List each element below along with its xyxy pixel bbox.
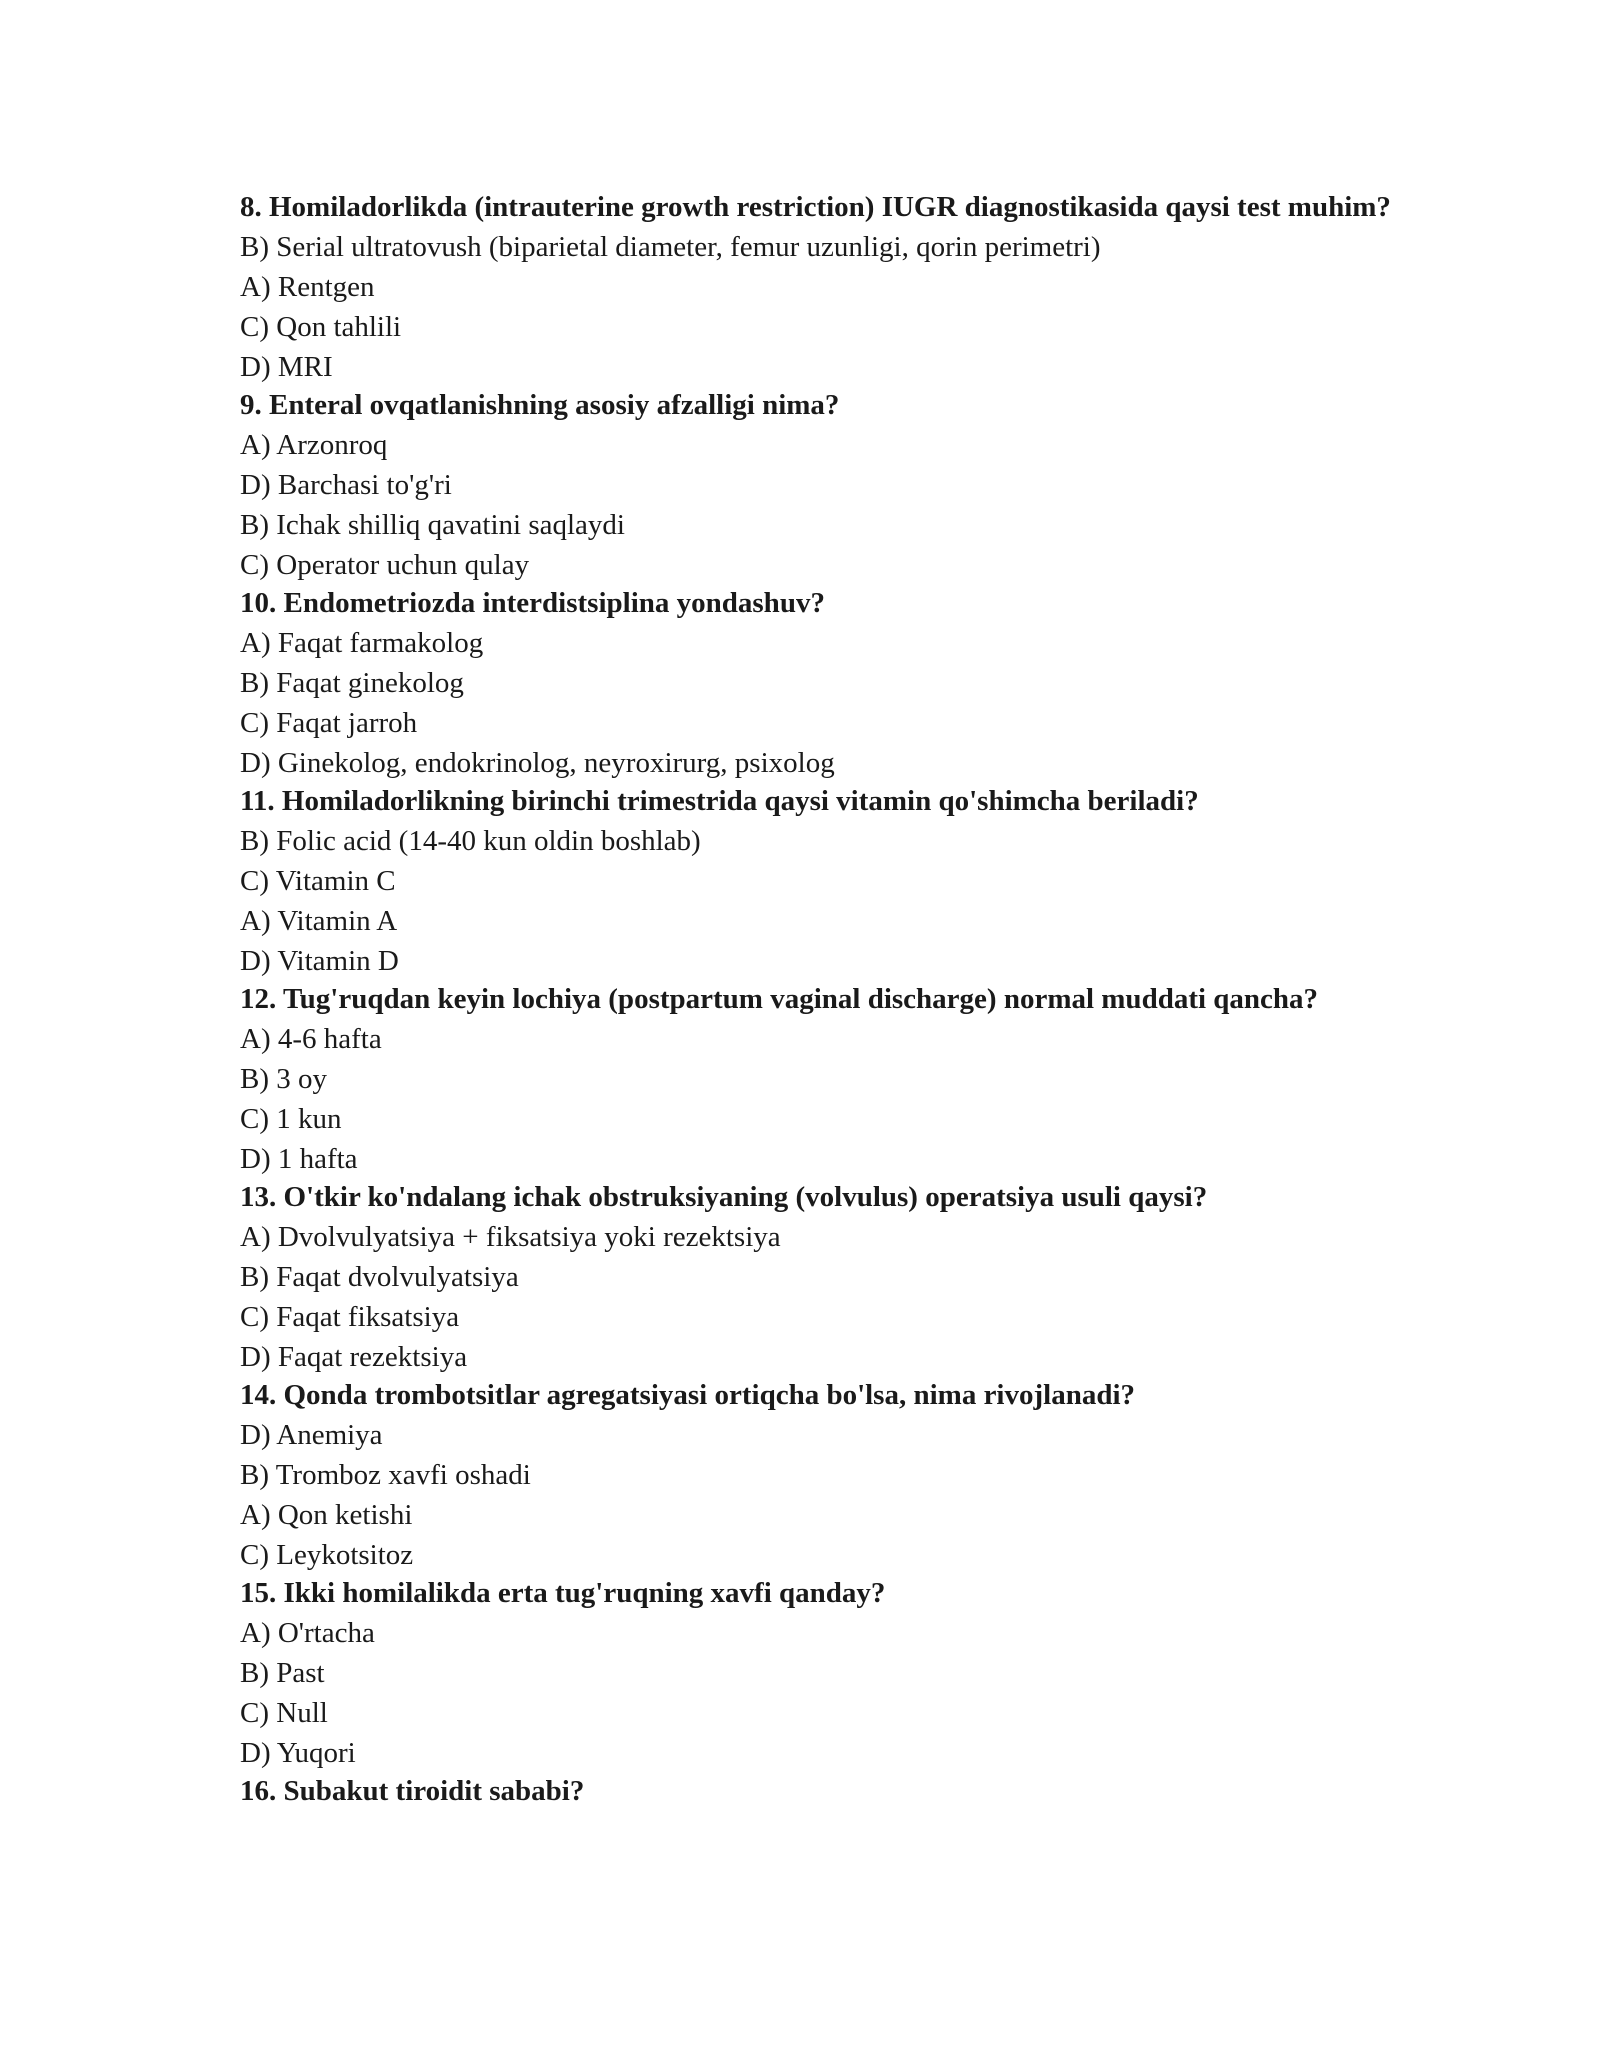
question-9-option: C) Operator uchun qulay <box>240 549 530 581</box>
question-12-option: B) 3 oy <box>240 1063 327 1095</box>
question-block-12 <box>240 981 1440 1179</box>
question-8-option: C) Qon tahlili <box>240 311 402 343</box>
question-13-option: A) Dvolvulyatsiya + fiksatsiya yoki rezektsiya <box>240 1221 781 1253</box>
question-block-10 <box>240 585 1440 783</box>
question-11-option: C) Vitamin C <box>240 865 396 897</box>
question-13-option: C) Faqat fiksatsiya <box>240 1301 460 1333</box>
question-15-option: C) Null <box>240 1697 328 1729</box>
question-12-option: D) 1 hafta <box>240 1143 358 1175</box>
question-8-option: D) MRI <box>240 351 333 383</box>
question-11-text: 11. Homiladorlikning birinchi trimestrida qaysi vitamin qo'shimcha beriladi? <box>240 785 1199 817</box>
question-14-option: A) Qon ketishi <box>240 1499 413 1531</box>
question-11-option: A) Vitamin A <box>240 905 398 937</box>
question-12-option: A) 4-6 hafta <box>240 1023 382 1055</box>
question-block-11 <box>240 783 1440 981</box>
question-12-option: C) 1 kun <box>240 1103 342 1135</box>
question-10-option: A) Faqat farmakolog <box>240 627 484 659</box>
question-15-option: D) Yuqori <box>240 1737 356 1769</box>
question-12-text: 12. Tug'ruqdan keyin lochiya (postpartum vaginal discharge) normal muddati qancha? <box>240 983 1319 1015</box>
question-block-14 <box>240 1377 1440 1575</box>
question-9-option: A) Arzonroq <box>240 429 388 461</box>
question-block-8 <box>240 189 1440 387</box>
question-9-option: B) Ichak shilliq qavatini saqlaydi <box>240 509 625 541</box>
question-14-option: D) Anemiya <box>240 1419 383 1451</box>
quiz-document <box>240 189 1440 1811</box>
question-block-13 <box>240 1179 1440 1377</box>
question-8-text: 8. Homiladorlikda (intrauterine growth restriction) IUGR diagnostikasida qaysi test muhim? <box>240 191 1391 223</box>
question-11-option: D) Vitamin D <box>240 945 399 977</box>
question-block-15 <box>240 1575 1440 1773</box>
question-9-option: D) Barchasi to'g'ri <box>240 469 452 501</box>
question-9-text: 9. Enteral ovqatlanishning asosiy afzalligi nima? <box>240 389 840 421</box>
question-10-option: B) Faqat ginekolog <box>240 667 464 699</box>
question-15-option: A) O'rtacha <box>240 1617 375 1649</box>
question-13-text: 13. O'tkir ko'ndalang ichak obstruksiyaning (volvulus) operatsiya usuli qaysi? <box>240 1181 1208 1213</box>
question-10-option: C) Faqat jarroh <box>240 707 418 739</box>
question-16-text: 16. Subakut tiroidit sababi? <box>240 1775 585 1807</box>
question-block-9 <box>240 387 1440 585</box>
question-8-option: A) Rentgen <box>240 271 375 303</box>
question-15-text: 15. Ikki homilalikda erta tug'ruqning xavfi qanday? <box>240 1577 886 1609</box>
question-11-option: B) Folic acid (14-40 kun oldin boshlab) <box>240 825 701 857</box>
question-13-option: D) Faqat rezektsiya <box>240 1341 468 1373</box>
question-10-option: D) Ginekolog, endokrinolog, neyroxirurg, psixolog <box>240 747 835 779</box>
question-14-text: 14. Qonda trombotsitlar agregatsiyasi ortiqcha bo'lsa, nima rivojlanadi? <box>240 1379 1136 1411</box>
question-15-option: B) Past <box>240 1657 325 1689</box>
question-block-16 <box>240 1773 1440 1809</box>
question-14-option: C) Leykotsitoz <box>240 1539 414 1571</box>
question-14-option: B) Tromboz xavfi oshadi <box>240 1459 531 1491</box>
question-13-option: B) Faqat dvolvulyatsiya <box>240 1261 519 1293</box>
question-10-text: 10. Endometriozda interdistsiplina yondashuv? <box>240 587 825 619</box>
question-8-option: B) Serial ultratovush (biparietal diameter, femur uzunligi, qorin perimetri) <box>240 231 1101 263</box>
